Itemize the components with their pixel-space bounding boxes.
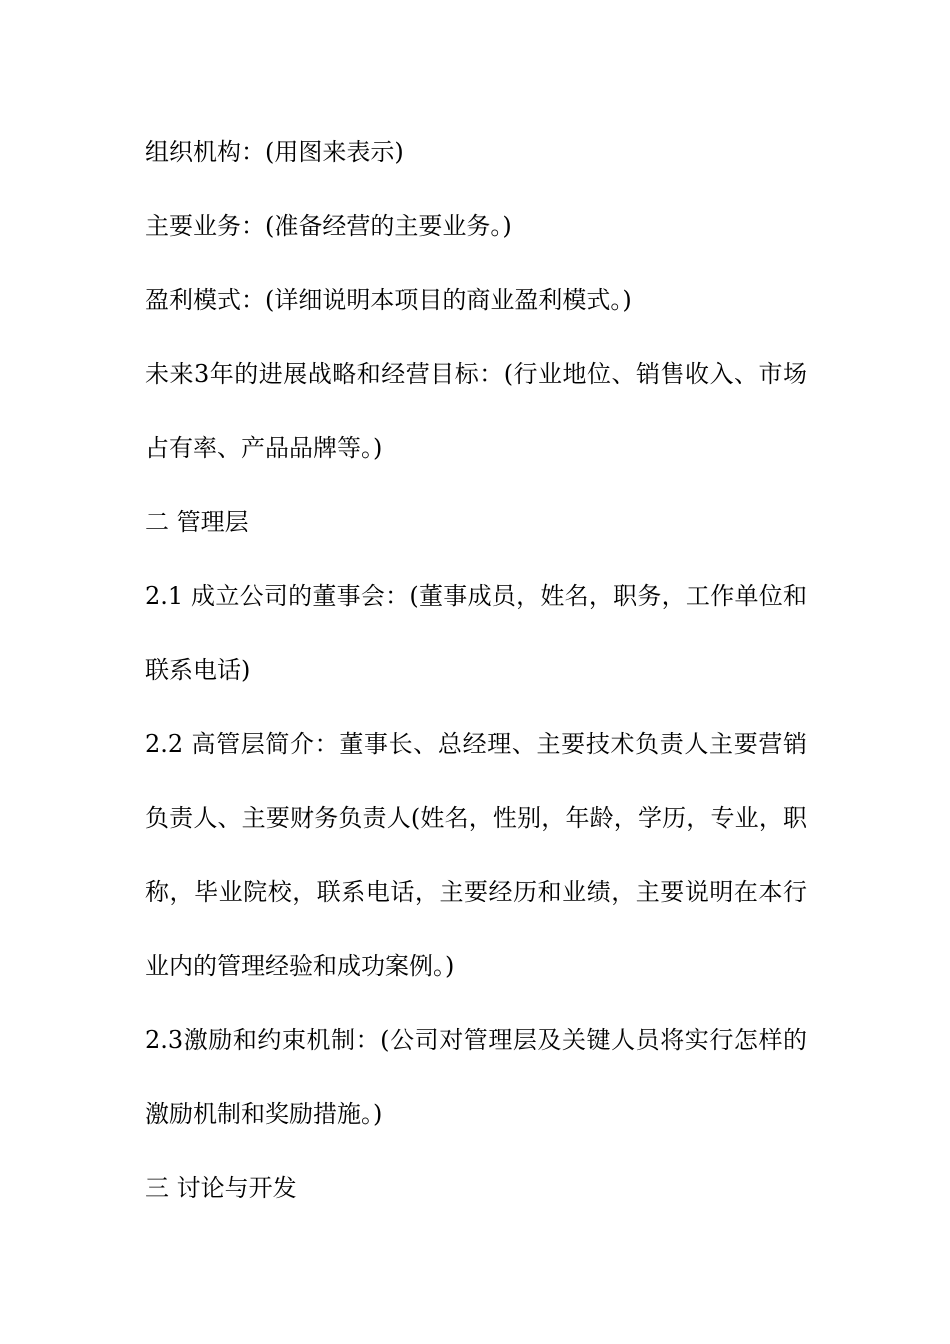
strategy-goals-line: 未来3年的进展战略和经营目标：(行业地位、销售收入、市场 [145, 360, 807, 388]
section-heading-management: 二 管理层 [145, 508, 249, 536]
org-structure-line: 组织机构：(用图来表示) [145, 138, 404, 166]
board-of-directors-line-cont: 联系电话) [145, 656, 251, 684]
main-business-line: 主要业务：(准备经营的主要业务。) [145, 212, 512, 240]
executive-intro-line-cont-3: 业内的管理经验和成功案例。) [145, 952, 455, 980]
strategy-goals-line-cont: 占有率、产品品牌等。) [145, 434, 383, 462]
incentive-mechanism-line: 2.3激励和约束机制：(公司对管理层及关键人员将实行怎样的 [145, 1026, 807, 1054]
executive-intro-line: 2.2 高管层简介：董事长、总经理、主要技术负责人主要营销 [145, 730, 807, 758]
board-of-directors-line: 2.1 成立公司的董事会：(董事成员，姓名，职务，工作单位和 [145, 582, 807, 610]
executive-intro-line-cont-2: 称，毕业院校，联系电话，主要经历和业绩，主要说明在本行 [145, 878, 807, 906]
profit-model-line: 盈利模式：(详细说明本项目的商业盈利模式。) [145, 286, 632, 314]
section-heading-research: 三 讨论与开发 [145, 1174, 297, 1202]
incentive-mechanism-line-cont: 激励机制和奖励措施。) [145, 1100, 383, 1128]
document-body [145, 130, 807, 1240]
executive-intro-line-cont-1: 负责人、主要财务负责人(姓名，性别，年龄，学历，专业，职 [145, 804, 807, 832]
